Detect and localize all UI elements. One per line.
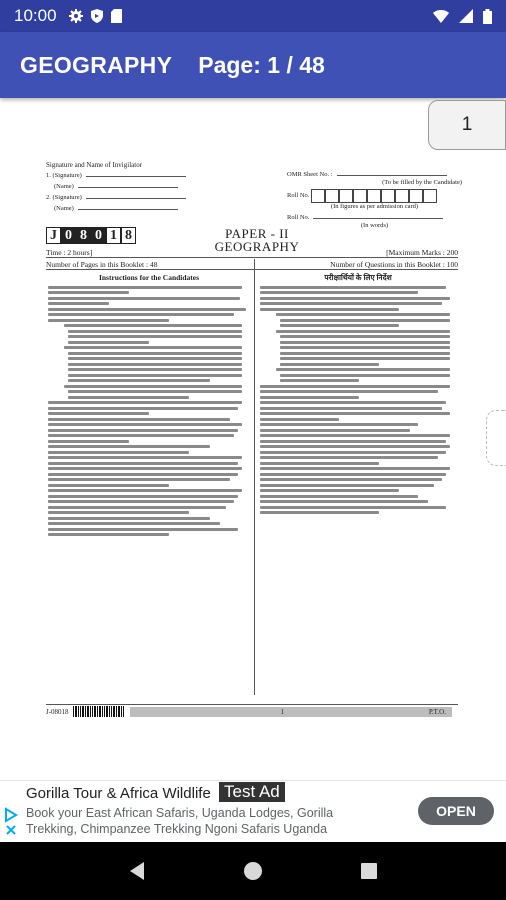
questions-count: Number of Questions in this Booklet : 100: [330, 260, 458, 269]
roll-label: Roll No.: [287, 192, 310, 199]
code-char: 0: [91, 227, 106, 244]
app-title: GEOGRAPHY: [20, 51, 173, 78]
omr-roll-block: [287, 171, 462, 230]
ad-description: Book your East African Safaris, Uganda Lodges, Gorilla Trekking, Chimpanzee Trekking Ngoni Safaris Uganda: [26, 806, 334, 836]
app-bar: [0, 32, 506, 98]
page-number-button[interactable]: 1: [428, 100, 506, 150]
recents-icon[interactable]: [360, 862, 378, 880]
home-icon[interactable]: [243, 861, 263, 881]
code-char: 8: [121, 227, 136, 244]
code-char: 1: [106, 227, 121, 244]
document-page[interactable]: [42, 155, 462, 725]
roll-words-label: Roll No.: [287, 214, 310, 221]
code-char: 0: [61, 227, 76, 244]
code-char: 8: [76, 227, 91, 244]
time-text: Time : 2 hours]: [46, 248, 93, 257]
wifi-icon: [433, 9, 449, 23]
back-icon[interactable]: [128, 861, 146, 881]
instructions-english-heading: Instructions for the Candidates: [98, 273, 200, 282]
document-footer: [46, 704, 458, 718]
drawer-handle[interactable]: [486, 410, 506, 466]
instructions-hindi-body: [260, 283, 458, 703]
instructions-english-body: [48, 283, 250, 703]
time-marks-row: [46, 248, 458, 258]
ad-banner[interactable]: [0, 780, 506, 842]
signal-icon: [459, 9, 473, 23]
roll-words-note: (In words): [360, 222, 389, 229]
omr-label: OMR Sheet No. :: [287, 171, 333, 178]
footer-code: J-08018: [46, 707, 69, 716]
name2-label: (Name): [54, 205, 74, 212]
status-time: 10:00: [14, 6, 57, 25]
battery-icon: [483, 9, 492, 24]
sig2-label: 2. (Signature): [46, 194, 82, 201]
shield-icon: [91, 9, 103, 23]
signature-heading: Signature and Name of Invigilator: [46, 161, 143, 169]
instructions-hindi-heading: परीक्षार्थियों के लिए निर्देश: [324, 273, 392, 282]
ad-label: Test Ad: [219, 782, 285, 802]
paper-code-box: [46, 227, 136, 244]
paper-number: PAPER - II: [225, 226, 289, 241]
omr-note: (To be filled by the Candidate): [382, 179, 462, 186]
pages-count: Number of Pages in this Booklet : 48: [46, 260, 158, 269]
invigilator-signature-block: [46, 161, 236, 213]
page-indicator: Page: 1 / 48: [198, 51, 325, 78]
barcode: [73, 706, 124, 717]
column-divider: [254, 259, 255, 695]
gear-icon: [69, 9, 83, 23]
max-marks-text: [Maximum Marks : 200: [386, 248, 458, 257]
ad-choices-icon[interactable]: [4, 807, 18, 837]
sig1-label: 1. (Signature): [46, 172, 82, 179]
code-char: J: [46, 227, 61, 244]
ad-title[interactable]: Gorilla Tour & Africa Wildlife: [26, 785, 211, 802]
name1-label: (Name): [54, 183, 74, 190]
roll-note: (In figures as per admission card): [330, 203, 419, 210]
paper-subject: GEOGRAPHY: [214, 239, 300, 254]
status-bar: [0, 0, 506, 32]
footer-pto: P.T.O.: [428, 707, 446, 716]
counts-row: [46, 260, 458, 270]
sim-card-icon: [111, 9, 122, 23]
navigation-bar: [0, 842, 506, 900]
ad-open-button[interactable]: OPEN: [418, 797, 494, 825]
footer-bar: [130, 707, 452, 717]
footer-page-number: 1: [280, 707, 284, 716]
